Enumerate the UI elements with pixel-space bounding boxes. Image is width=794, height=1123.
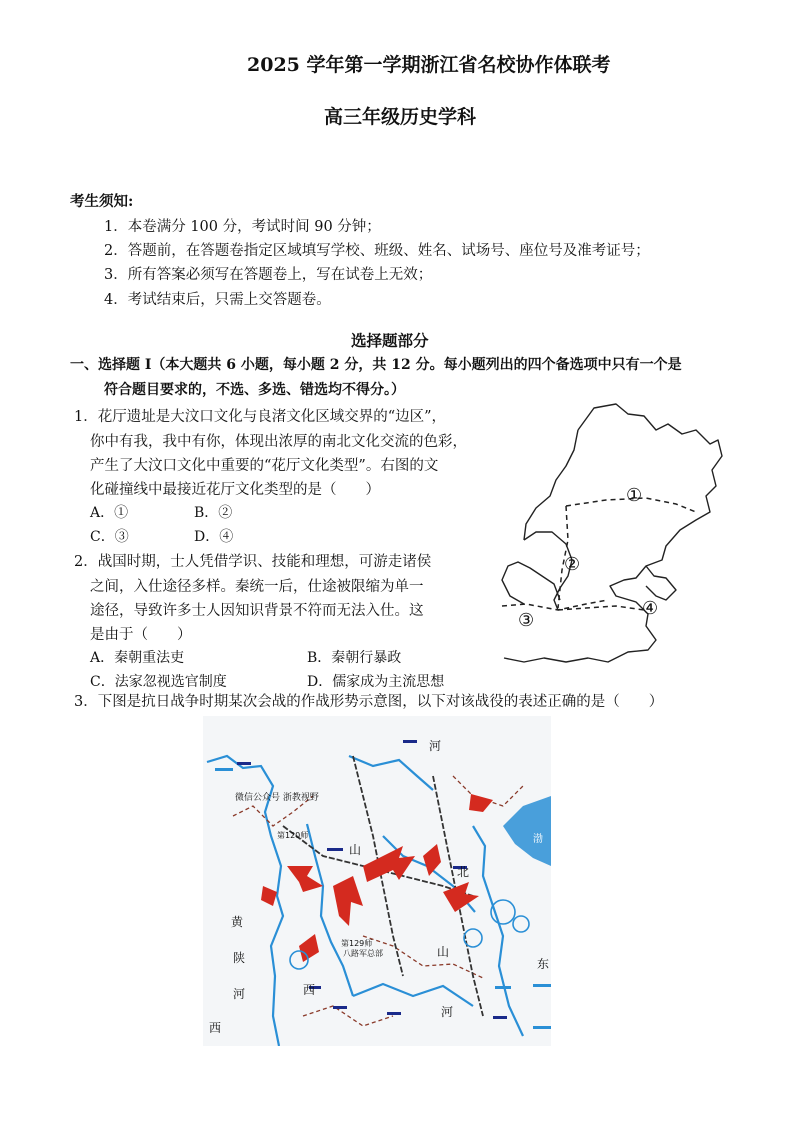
label-bohai: 渤 (533, 834, 543, 845)
q1-line: 1．花厅遗址是大汶口文化与良渚文化区域交界的“边区”， (74, 409, 447, 425)
label-shan2: 山 (437, 945, 450, 959)
label-hebei: 河 (429, 739, 442, 753)
notice-item: 4．考试结束后，只需上交答题卷。 (104, 292, 331, 308)
label-shan: 山 (349, 843, 362, 857)
section-heading: 选择题部分 (351, 331, 429, 350)
q1-line: 化碰撞线中最接近花厅文化类型的是（ ） (90, 482, 380, 498)
label-he2: 河 (233, 987, 246, 1001)
q1-option-c: C．③ (90, 529, 129, 545)
label-hq: 八路军总部 (343, 949, 383, 958)
friendly-unit (215, 768, 233, 771)
watermark: 微信公众号 浙教视野 (235, 793, 319, 803)
notice-item: 3．所有答案必须写在答题卷上，写在试卷上无效； (104, 267, 433, 283)
label-huang: 黄 (231, 915, 244, 929)
notice-item: 1．本卷满分 100 分，考试时间 90 分钟； (104, 219, 381, 235)
q1-line: 产生了大汶口文化中重要的“花厅文化类型”。右图的文 (90, 458, 439, 474)
q2-option-d: D．儒家成为主流思想 (307, 674, 445, 690)
q2-option-c: C．法家忽视选官制度 (90, 674, 227, 690)
exam-subtitle: 高三年级历史学科 (324, 106, 477, 128)
q1-line: 你中有我，我中有你，体现出浓厚的南北文化交流的色彩， (90, 434, 467, 450)
q1-option-b: B．② (194, 505, 233, 521)
friendly-unit (533, 1026, 551, 1029)
exam-title: 2025 学年第一学期浙江省名校协作体联考 (247, 54, 611, 76)
enemy-unit (387, 1012, 401, 1015)
q2-option-b: B．秦朝行暴政 (307, 650, 402, 666)
label-unit129: 第129师 (341, 939, 373, 948)
label-he: 河 (441, 1005, 454, 1019)
q2-line: 之间，入仕途径多样。秦统一后，仕途被限缩为单一 (90, 579, 424, 595)
enemy-unit (327, 848, 343, 851)
friendly-unit (495, 986, 511, 989)
marker-4: ④ (642, 598, 659, 619)
notice-item: 2．答题前，在答题卷指定区域填写学校、班级、姓名、试场号、座位号及准考证号； (104, 243, 650, 259)
notice-heading: 考生须知: (70, 193, 134, 210)
q1-option-a: A．① (90, 505, 129, 521)
enemy-unit (237, 762, 251, 765)
q1-option-d: D．④ (194, 529, 234, 545)
marker-2: ② (564, 554, 581, 575)
q3-battle-map (203, 716, 551, 1046)
bohai-coast (502, 562, 560, 604)
west-border (524, 430, 578, 540)
label-bei: 北 (457, 865, 470, 879)
label-xi: 西 (303, 983, 316, 997)
q2-option-a: A．秦朝重法吏 (90, 650, 185, 666)
enemy-unit (403, 740, 417, 743)
enemy-unit (493, 1016, 507, 1019)
label-xi2: 西 (209, 1021, 222, 1035)
label-unit120: 第120师 (277, 831, 309, 840)
part-title: 一、选择题 I（本大题共 6 小题，每小题 2 分，共 12 分。每小题列出的四个备选项中只有一个是 (70, 357, 682, 373)
marker-3: ③ (518, 610, 535, 631)
q2-line: 途径，导致许多士人因知识背景不符而无法入仕。这 (90, 603, 424, 619)
part-title-cont: 符合题目要求的，不选、多选、错选均不得分。） (104, 382, 405, 398)
q2-line: 2．战国时期，士人凭借学识、技能和理想，可游走诸侯 (74, 554, 432, 570)
enemy-unit (333, 1006, 347, 1009)
friendly-unit (533, 984, 551, 987)
q2-line: 是由于（ ） (90, 627, 192, 643)
marker-1: ① (626, 485, 643, 506)
label-shaan: 陕 (233, 951, 246, 965)
label-dong: 东 (537, 957, 550, 971)
q3-line: 3．下图是抗日战争时期某次会战的作战形势示意图，以下对该战役的表述正确的是（ ） (74, 694, 664, 710)
q1-map (496, 400, 728, 665)
peninsula (646, 566, 676, 600)
line-4 (558, 606, 644, 610)
coastline (504, 404, 722, 662)
